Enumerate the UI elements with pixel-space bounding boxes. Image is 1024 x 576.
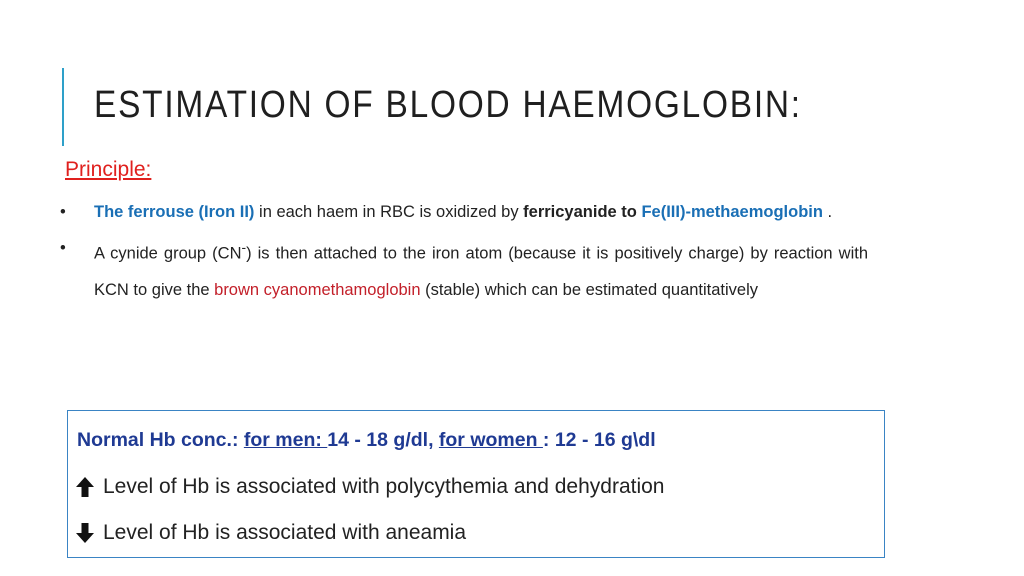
superscript-minus: - [241,240,247,255]
low-level-line [75,521,466,545]
bullet-text: . [822,203,833,221]
ferricyanide-term: ferricyanide to [523,203,642,221]
women-value: : 12 - 16 g\dl [542,429,656,451]
title-accent-bar [62,68,64,146]
men-value: 14 - 18 g/dl, [327,429,439,451]
bullet-text: ) is then attached to the iron atom (because it is positively charge) by reaction with KCN to give the [94,244,868,299]
bullet-list [60,194,868,308]
normal-hb-line [77,429,656,452]
women-label: for women [438,429,543,451]
bullet-item-1 [60,194,868,230]
low-level-text: Level of Hb is associated with aneamia [103,521,467,544]
bullet-item-2 [60,230,868,308]
principle-heading: Principle: [65,158,152,181]
bullet-text: in each haem in RBC is oxidized by [254,203,524,221]
bullet-marker: • [60,203,66,221]
page-title: ESTIMATION OF BLOOD HAEMOGLOBIN: [94,84,802,126]
normal-hb-label: Normal Hb conc.: [77,429,244,451]
methaemoglobin-term: Fe(III)-methaemoglobin [641,203,823,221]
cyanomethamoglobin-term: brown cyanomethamoglobin [214,280,421,299]
high-level-line [75,475,664,499]
men-label: for men: [243,429,328,451]
normal-values-box [67,410,885,558]
bullet-marker: • [60,239,66,257]
high-level-text: Level of Hb is associated with polycythemia and dehydration [103,475,665,498]
bullet-text: (stable) which can be estimated quantitatively [420,280,759,299]
ferrouse-term: The ferrouse (Iron II) [94,203,255,221]
arrow-up-icon [75,476,95,498]
arrow-down-icon [75,522,95,544]
bullet-text: A cynide group (CN [94,244,242,263]
